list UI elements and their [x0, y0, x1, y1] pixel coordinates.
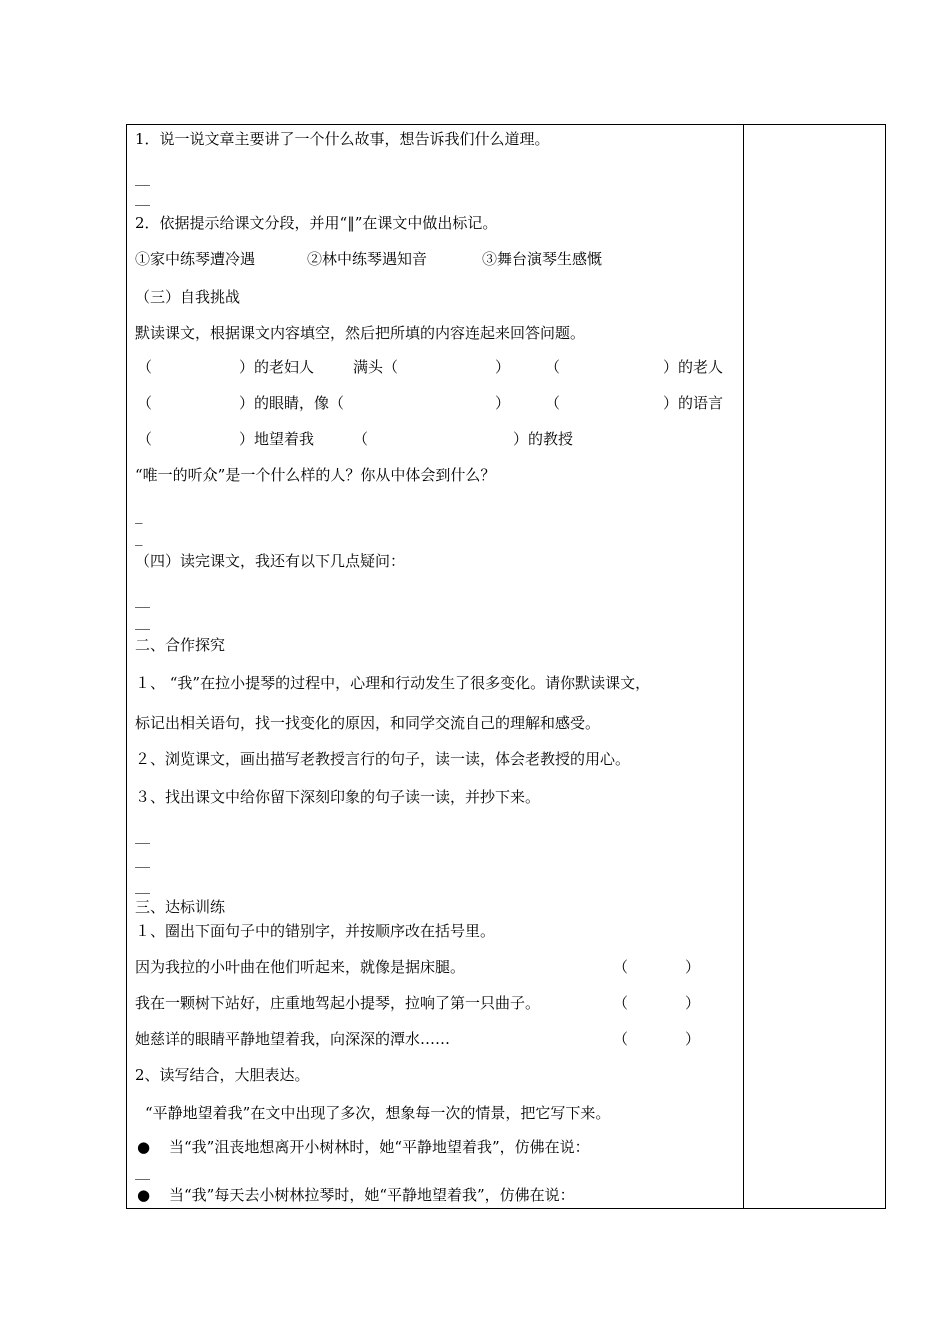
section-3-intro: 默读课文，根据课文内容填空，然后把所填的内容连起来回答问题。 — [135, 324, 586, 342]
correction-paren-left: （ — [613, 994, 629, 1012]
section-4-title: （四）读完课文，我还有以下几点疑问： — [135, 552, 406, 570]
bullet-item-1: 当“我”沮丧地想离开小树林时，她“平静地望着我”，仿佛在说： — [169, 1138, 590, 1156]
answer-blank: __ — [135, 826, 150, 844]
correction-sentence-1: 因为我拉的小叶曲在他们听起来，就像是据床腿。 — [135, 958, 466, 976]
bullet-icon: ● — [137, 1138, 151, 1156]
correction-paren-right: ） — [685, 958, 701, 976]
answer-blank: __ — [135, 850, 150, 868]
fill-paren: ） — [495, 358, 511, 376]
correction-sentence-3: 她慈详的眼睛平静地望着我，向深深的潭水…… — [135, 1030, 451, 1048]
column-divider — [743, 125, 744, 1208]
part-hint-3: ③舞台演琴生感慨 — [482, 250, 603, 268]
fill-text: ）的教授 — [513, 430, 574, 448]
question-2: 2．依据提示给课文分段，并用“‖”在课文中做出标记。 — [135, 214, 498, 232]
part-3-item-2-intro: “平静地望着我”在文中出现了多次，想象每一次的情景，把它写下来。 — [145, 1104, 611, 1122]
answer-blank: __ — [135, 590, 150, 608]
correction-paren-right: ） — [685, 1030, 701, 1048]
answer-blank: _ — [135, 528, 143, 546]
question-1: 1．说一说文章主要讲了一个什么故事，想告诉我们什么道理。 — [135, 130, 550, 148]
fill-paren: （ — [545, 358, 561, 376]
bullet-item-2: 当“我”每天去小树林拉琴时，她“平静地望着我”，仿佛在说： — [169, 1186, 575, 1204]
fill-paren: （ — [545, 394, 561, 412]
answer-blank: _ — [135, 506, 143, 524]
part-3-title: 三、达标训练 — [135, 898, 226, 916]
part-3-item-1: １、圈出下面句子中的错别字，并按顺序改在括号里。 — [135, 922, 496, 940]
part-2-item-1a: １、 “我”在拉小提琴的过程中，心理和行动发生了很多变化。请你默读课文， — [135, 674, 651, 692]
answer-blank: __ — [135, 612, 150, 630]
part-hint-1: ①家中练琴遭冷遇 — [135, 250, 256, 268]
part-hint-2: ②林中练琴遇知音 — [307, 250, 428, 268]
fill-text: 满头（ — [353, 358, 399, 376]
fill-paren: ） — [495, 394, 511, 412]
part-2-item-2: ２、浏览课文，画出描写老教授言行的句子，读一读，体会老教授的用心。 — [135, 750, 631, 768]
part-2-title: 二、合作探究 — [135, 636, 226, 654]
worksheet-table — [126, 124, 886, 1209]
answer-blank: __ — [135, 168, 150, 186]
correction-paren-left: （ — [613, 1030, 629, 1048]
fill-paren: （ — [353, 430, 369, 448]
bullet-icon: ● — [137, 1186, 151, 1204]
part-2-item-1b: 标记出相关语句，找一找变化的原因，和同学交流自己的理解和感受。 — [135, 714, 601, 732]
fill-text: ）的眼睛，像（ — [239, 394, 345, 412]
correction-paren-right: ） — [685, 994, 701, 1012]
part-3-item-2: 2、读写结合，大胆表达。 — [135, 1066, 310, 1084]
part-2-item-3: ３、找出课文中给你留下深刻印象的句子读一读，并抄下来。 — [135, 788, 541, 806]
fill-paren: （ — [137, 358, 153, 376]
section-3-question: “唯一的听众”是一个什么样的人？你从中体会到什么？ — [135, 466, 496, 484]
fill-text: ）的老人 — [663, 358, 724, 376]
fill-text: ）的语言 — [663, 394, 724, 412]
answer-blank: __ — [135, 876, 150, 894]
section-3-title: （三）自我挑战 — [135, 288, 241, 306]
fill-paren: （ — [137, 394, 153, 412]
answer-blank: __ — [135, 188, 150, 206]
fill-paren: （ — [137, 430, 153, 448]
correction-sentence-2: 我在一颗树下站好，庄重地驾起小提琴，拉响了第一只曲子。 — [135, 994, 541, 1012]
answer-blank: __ — [135, 1162, 150, 1180]
fill-text: ）的老妇人 — [239, 358, 315, 376]
fill-text: ）地望着我 — [239, 430, 315, 448]
correction-paren-left: （ — [613, 958, 629, 976]
